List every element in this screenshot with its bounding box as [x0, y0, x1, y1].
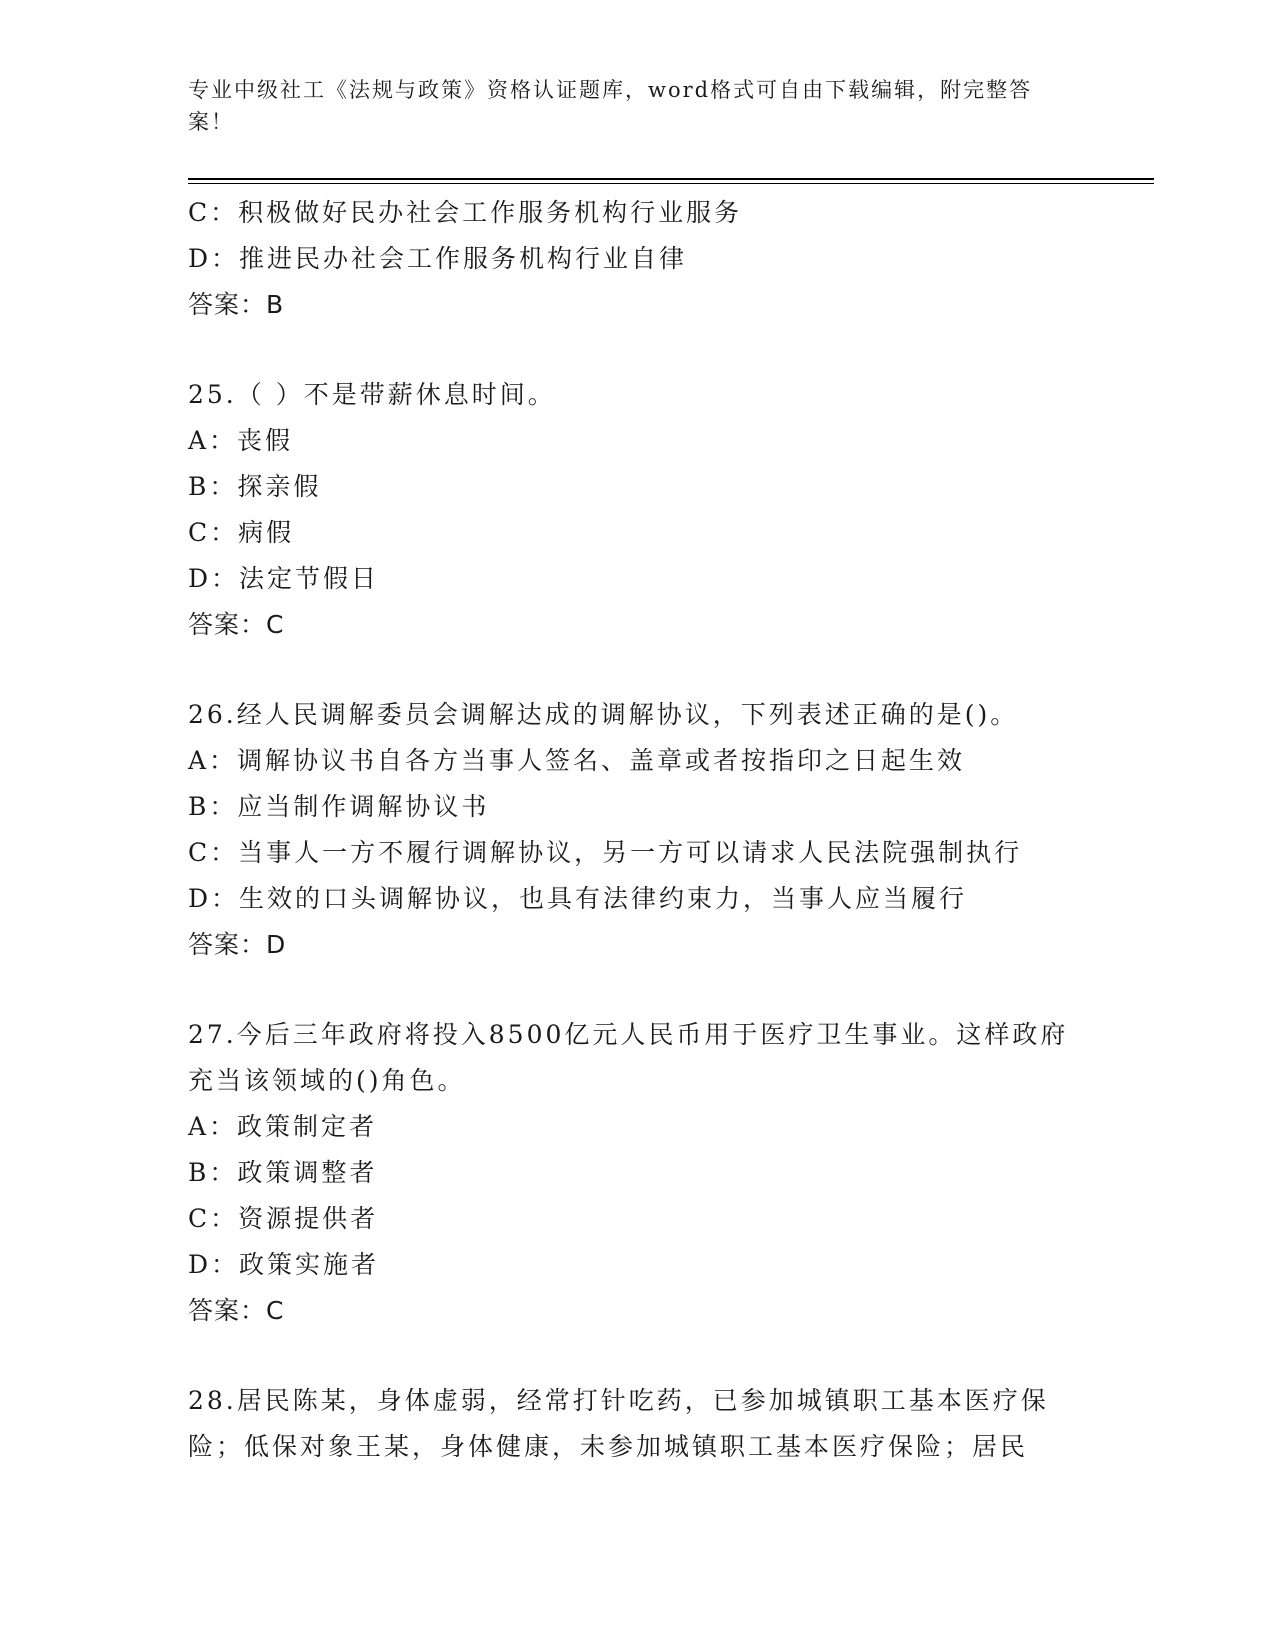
option-d: D：政策实施者: [188, 1250, 380, 1279]
option-a: A：政策制定者: [188, 1112, 378, 1141]
option-a: A：调解协议书自各方当事人签名、盖章或者按指印之日起生效: [188, 746, 966, 775]
question-26-text: 26.经人民调解委员会调解达成的调解协议，下列表述正确的是()。: [188, 700, 1019, 729]
option-c: C：资源提供者: [188, 1204, 379, 1233]
header-rule-thin: [188, 183, 1154, 184]
option-b: B：探亲假: [188, 472, 322, 501]
answer: 答案：C: [188, 610, 285, 639]
question-content: [188, 190, 1078, 1470]
answer: 答案：C: [188, 1296, 285, 1325]
header-rule-thick: [188, 178, 1154, 180]
spacer: [188, 968, 1078, 1012]
document-header: 专业中级社工《法规与政策》资格认证题库，word格式可自由下载编辑，附完整答案！: [188, 78, 1033, 134]
option-c: C：积极做好民办社会工作服务机构行业服务: [188, 198, 743, 227]
answer: 答案：D: [188, 930, 287, 959]
question-28-text: 28.居民陈某，身体虚弱，经常打针吃药，已参加城镇职工基本医疗保险；低保对象王某，身体健康，未参加城镇职工基本医疗保险；居民: [188, 1386, 1049, 1461]
option-d: D：推进民办社会工作服务机构行业自律: [188, 244, 688, 273]
question-27-text: 27.今后三年政府将投入8500亿元人民币用于医疗卫生事业。这样政府充当该领域的()角色。: [188, 1020, 1069, 1095]
spacer: [188, 648, 1078, 692]
option-b: B：政策调整者: [188, 1158, 378, 1187]
option-c: C：当事人一方不履行调解协议，另一方可以请求人民法院强制执行: [188, 838, 1023, 867]
option-c: C：病假: [188, 518, 295, 547]
answer: 答案：B: [188, 290, 285, 319]
option-a: A：丧假: [188, 426, 294, 455]
question-25-text: 25.（ ）不是带薪休息时间。: [188, 380, 556, 409]
option-b: B：应当制作调解协议书: [188, 792, 490, 821]
option-d: D：法定节假日: [188, 564, 380, 593]
option-d: D：生效的口头调解协议，也具有法律约束力，当事人应当履行: [188, 884, 968, 913]
spacer: [188, 1334, 1078, 1378]
spacer: [188, 328, 1078, 372]
